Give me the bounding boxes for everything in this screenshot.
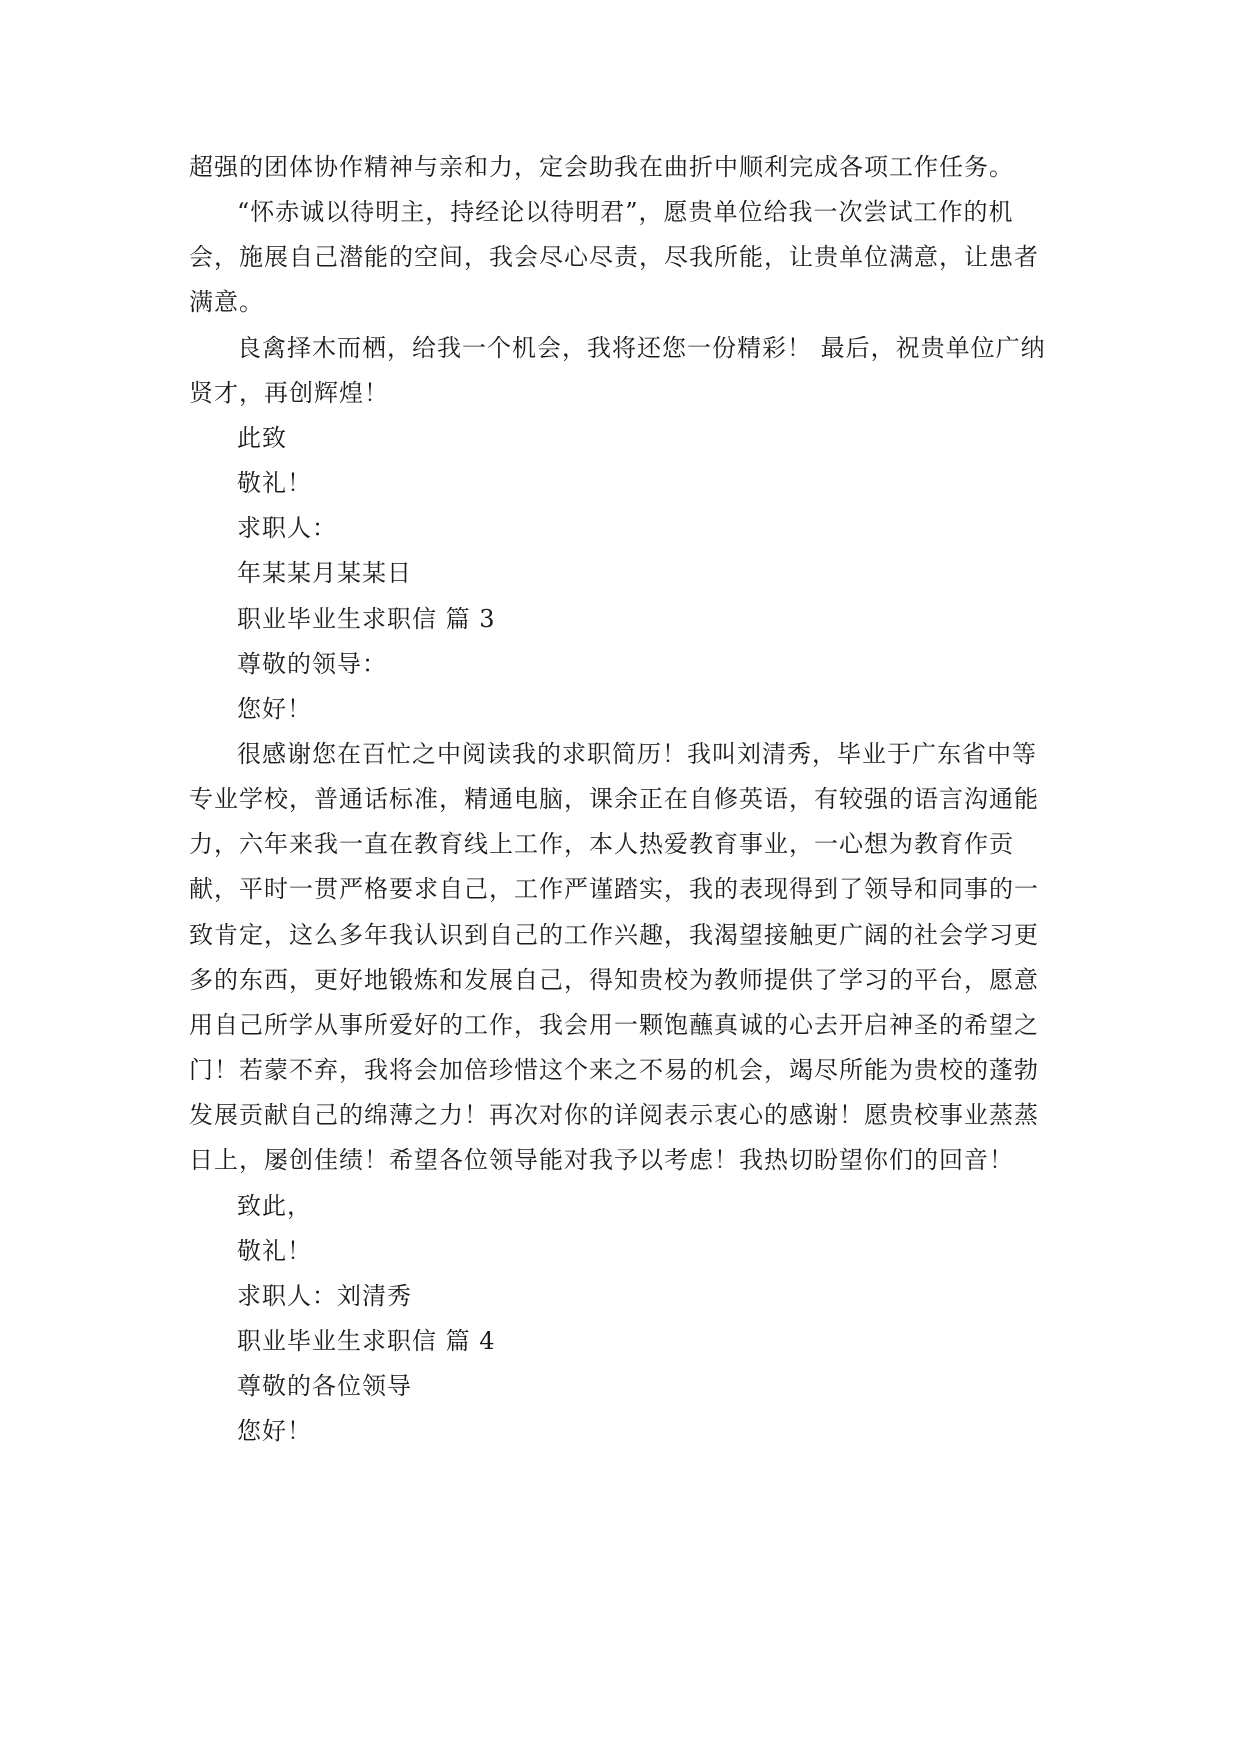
paragraph-line: “怀赤诚以待明主，持经论以待明君”，愿贵单位给我一次尝试工作的机: [237, 198, 1014, 226]
paragraph-line: 专业学校，普通话标准，精通电脑，课余正在自修英语，有较强的语言沟通能: [189, 785, 1039, 813]
salutation: 尊敬的领导：: [237, 650, 387, 678]
section-heading: 职业毕业生求职信 篇 4: [237, 1327, 496, 1355]
paragraph-line: 门！若蒙不弃，我将会加倍珍惜这个来之不易的机会，竭尽所能为贵校的蓬勃: [189, 1056, 1039, 1084]
greeting: 您好！: [237, 1417, 312, 1445]
signature-line: 求职人：: [237, 514, 337, 542]
paragraph-line: 日上，屡创佳绩！希望各位领导能对我予以考虑！我热切盼望你们的回音！: [189, 1146, 1014, 1174]
closing-line: 敬礼！: [237, 469, 312, 497]
paragraph-line: 多的东西，更好地锻炼和发展自己，得知贵校为教师提供了学习的平台，愿意: [189, 966, 1039, 994]
paragraph-line: 很感谢您在百忙之中阅读我的求职简历！我叫刘清秀，毕业于广东省中等: [237, 740, 1037, 768]
section-heading: 职业毕业生求职信 篇 3: [237, 605, 496, 633]
paragraph-line: 良禽择木而栖，给我一个机会，我将还您一份精彩！ 最后，祝贵单位广纳: [237, 334, 1046, 362]
paragraph-line: 致肯定，这么多年我认识到自己的工作兴趣，我渴望接触更广阔的社会学习更: [189, 921, 1039, 949]
signature-line: 求职人：刘清秀: [237, 1282, 412, 1310]
paragraph-line: 满意。: [189, 288, 264, 316]
paragraph-line: 力，六年来我一直在教育线上工作，本人热爱教育事业，一心想为教育作贡: [189, 830, 1014, 858]
salutation: 尊敬的各位领导: [237, 1372, 412, 1400]
closing-line: 敬礼！: [237, 1237, 312, 1265]
paragraph-line: 贤才，再创辉煌！: [189, 379, 389, 407]
closing-line: 致此，: [237, 1192, 312, 1220]
paragraph-line: 用自己所学从事所爱好的工作，我会用一颗饱蘸真诚的心去开启神圣的希望之: [189, 1011, 1039, 1039]
paragraph-line: 超强的团体协作精神与亲和力，定会助我在曲折中顺利完成各项工作任务。: [189, 153, 1014, 181]
paragraph-line: 献，平时一贯严格要求自己，工作严谨踏实，我的表现得到了领导和同事的一: [189, 875, 1039, 903]
date-line: 年某某月某某日: [237, 559, 412, 587]
paragraph-line: 会，施展自己潜能的空间，我会尽心尽责，尽我所能，让贵单位满意，让患者: [189, 243, 1039, 271]
greeting: 您好！: [237, 695, 312, 723]
paragraph-line: 发展贡献自己的绵薄之力！再次对你的详阅表示衷心的感谢！愿贵校事业蒸蒸: [189, 1101, 1039, 1129]
closing-line: 此致: [237, 424, 287, 452]
